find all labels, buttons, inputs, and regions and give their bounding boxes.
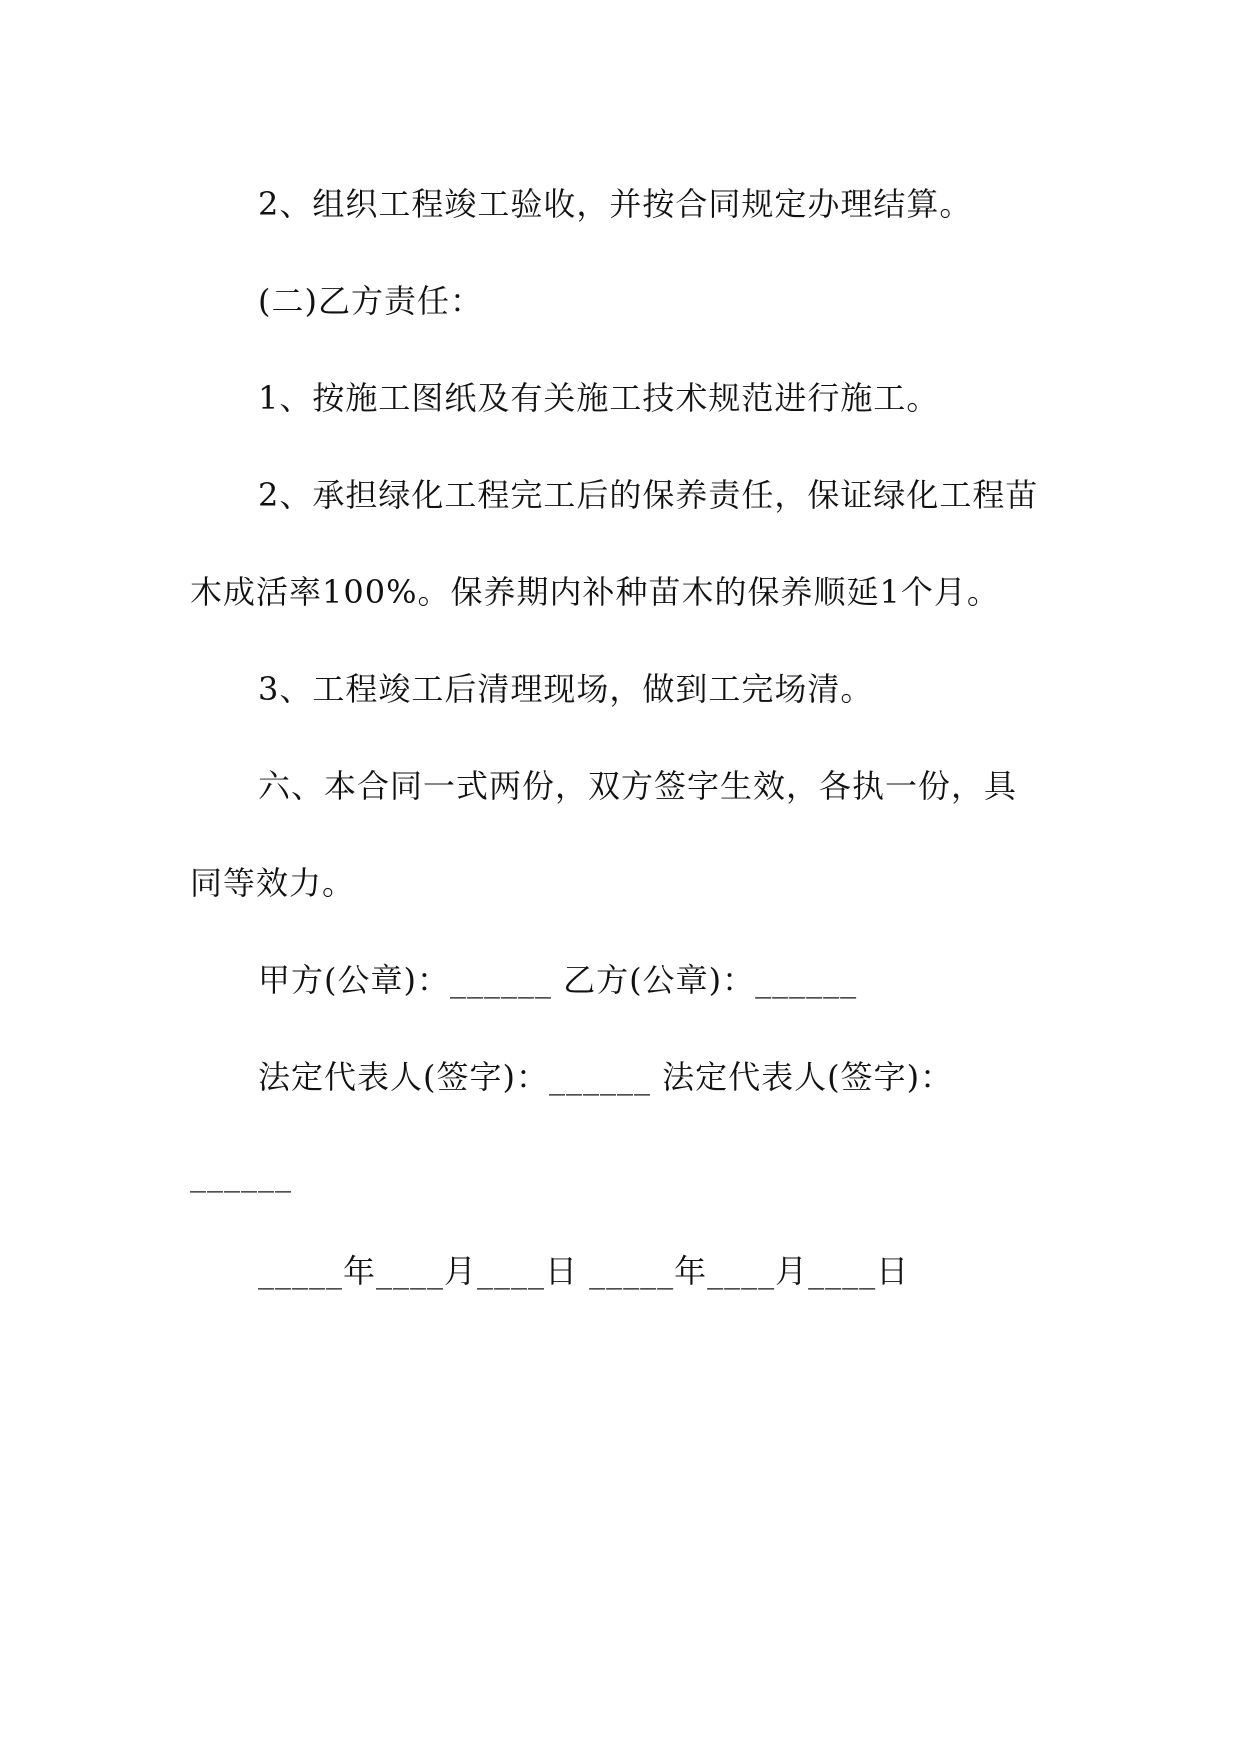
paragraph-item-2-maintenance: 2、承担绿化工程完工后的保养责任，保证绿化工程苗 [258, 476, 1039, 514]
signature-date-line: _____年____月____日 _____年____月____日 [258, 1252, 910, 1290]
paragraph-item-2-maintenance-cont: 木成活率100%。保养期内补种苗木的保养顺延1个月。 [190, 573, 1000, 611]
section-heading-party-b: (二)乙方责任： [258, 282, 483, 320]
signature-representative-line: 法定代表人(签字)：______ 法定代表人(签字)： [258, 1058, 954, 1096]
signature-representative-blank: ______ [190, 1155, 292, 1193]
paragraph-clause-six: 六、本合同一式两份，双方签字生效，各执一份，具 [258, 767, 1018, 805]
paragraph-clause-six-cont: 同等效力。 [190, 864, 356, 902]
signature-seal-line: 甲方(公章)：______ 乙方(公章)：______ [258, 961, 858, 999]
paragraph-item-1-construction: 1、按施工图纸及有关施工技术规范进行施工。 [258, 379, 940, 417]
paragraph-item-2-acceptance: 2、组织工程竣工验收，并按合同规定办理结算。 [258, 185, 973, 223]
paragraph-item-3-cleanup: 3、工程竣工后清理现场，做到工完场清。 [258, 670, 874, 708]
